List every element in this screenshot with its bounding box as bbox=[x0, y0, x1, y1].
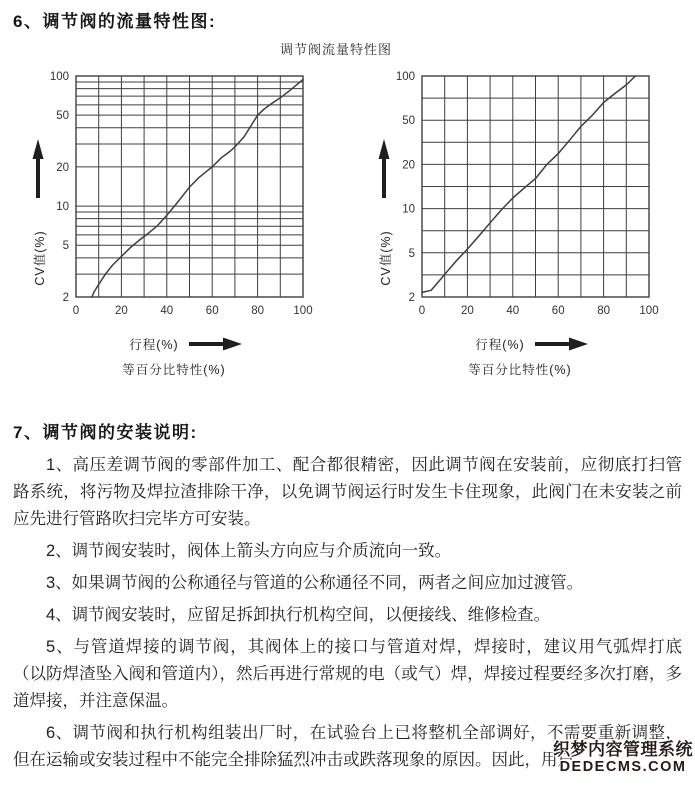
svg-text:10: 10 bbox=[56, 201, 69, 214]
svg-text:60: 60 bbox=[551, 305, 565, 317]
svg-text:20: 20 bbox=[402, 159, 415, 172]
svg-text:5: 5 bbox=[62, 240, 69, 253]
installation-instructions bbox=[13, 452, 682, 779]
svg-text:行程(%): 行程(%) bbox=[475, 338, 525, 352]
svg-text:5: 5 bbox=[408, 247, 415, 260]
svg-text:0: 0 bbox=[418, 305, 426, 317]
section-6-heading: 6、调节阀的流量特性图: bbox=[13, 12, 217, 31]
svg-text:CV值(%): CV值(%) bbox=[33, 230, 47, 286]
svg-text:2: 2 bbox=[408, 292, 415, 304]
instruction-paragraph-3: 3、如果调节阀的公称通径与管道的公称通径不同，两者之间应加过渡管。 bbox=[46, 574, 584, 592]
svg-text:100: 100 bbox=[293, 305, 313, 317]
instruction-paragraph-1: 1、高压差调节阀的零部件加工、配合都很精密，因此调节阀在安装前，应彻底打扫管路系统，将污物及焊拉渣排除干净，以免调节阀运行时发生卡住现象，此阀门在未安装之前应先进行管路吹扫完毕方可安装。 bbox=[13, 456, 682, 528]
svg-text:40: 40 bbox=[160, 305, 174, 317]
svg-text:50: 50 bbox=[56, 110, 69, 123]
svg-text:40: 40 bbox=[506, 305, 520, 317]
svg-text:50: 50 bbox=[402, 115, 415, 128]
svg-text:20: 20 bbox=[461, 305, 474, 317]
instruction-paragraph-4: 4、调节阀安装时，应留足拆卸执行机构空间，以便接线、维修检查。 bbox=[46, 606, 551, 624]
svg-text:100: 100 bbox=[49, 71, 69, 83]
svg-text:80: 80 bbox=[597, 305, 610, 317]
svg-text:行程(%): 行程(%) bbox=[129, 338, 179, 352]
svg-text:等百分比特性(%): 等百分比特性(%) bbox=[122, 363, 226, 377]
section-7-heading: 7、调节阀的安装说明: bbox=[13, 423, 198, 442]
svg-text:20: 20 bbox=[56, 161, 69, 174]
svg-text:0: 0 bbox=[72, 305, 80, 317]
svg-text:CV值(%): CV值(%) bbox=[379, 230, 393, 286]
watermark-chinese-text: 织梦内容管理系统 bbox=[553, 740, 693, 759]
instruction-paragraph-2: 2、调节阀安装时，阀体上箭头方向应与介质流向一致。 bbox=[46, 542, 452, 560]
svg-text:等百分比特性(%): 等百分比特性(%) bbox=[468, 363, 572, 377]
svg-text:100: 100 bbox=[639, 305, 659, 317]
svg-text:10: 10 bbox=[402, 203, 415, 216]
svg-text:2: 2 bbox=[62, 292, 69, 304]
svg-text:60: 60 bbox=[205, 305, 219, 317]
instruction-paragraph-5: 5、与管道焊接的调节阀，其阀体上的接口与管道对焊，焊接时，建议用气弧焊打底（以防焊渣坠入阀和管道内），然后再进行常规的电（或气）焊，焊接过程要经多次打磨，多道焊接，并注意保温。 bbox=[13, 638, 682, 710]
dedecms-watermark bbox=[553, 741, 693, 776]
figure-title: 调节阀流量特性图 bbox=[279, 42, 392, 57]
equal-percentage-chart-left bbox=[28, 62, 368, 384]
watermark-domain-text: DEDECMS.COM bbox=[559, 758, 687, 775]
equal-percentage-chart-right bbox=[374, 62, 695, 384]
svg-text:100: 100 bbox=[395, 71, 415, 83]
svg-text:20: 20 bbox=[115, 305, 128, 317]
svg-text:80: 80 bbox=[251, 305, 264, 317]
instruction-paragraph-6: 6、调节阀和执行机构组装出厂时，在试验台上已将整机全部调好，不需要重新调整，但在运输或安装过程中不能完全排除猛烈冲击或跌落现象的原因。因此，用户 bbox=[13, 724, 682, 769]
